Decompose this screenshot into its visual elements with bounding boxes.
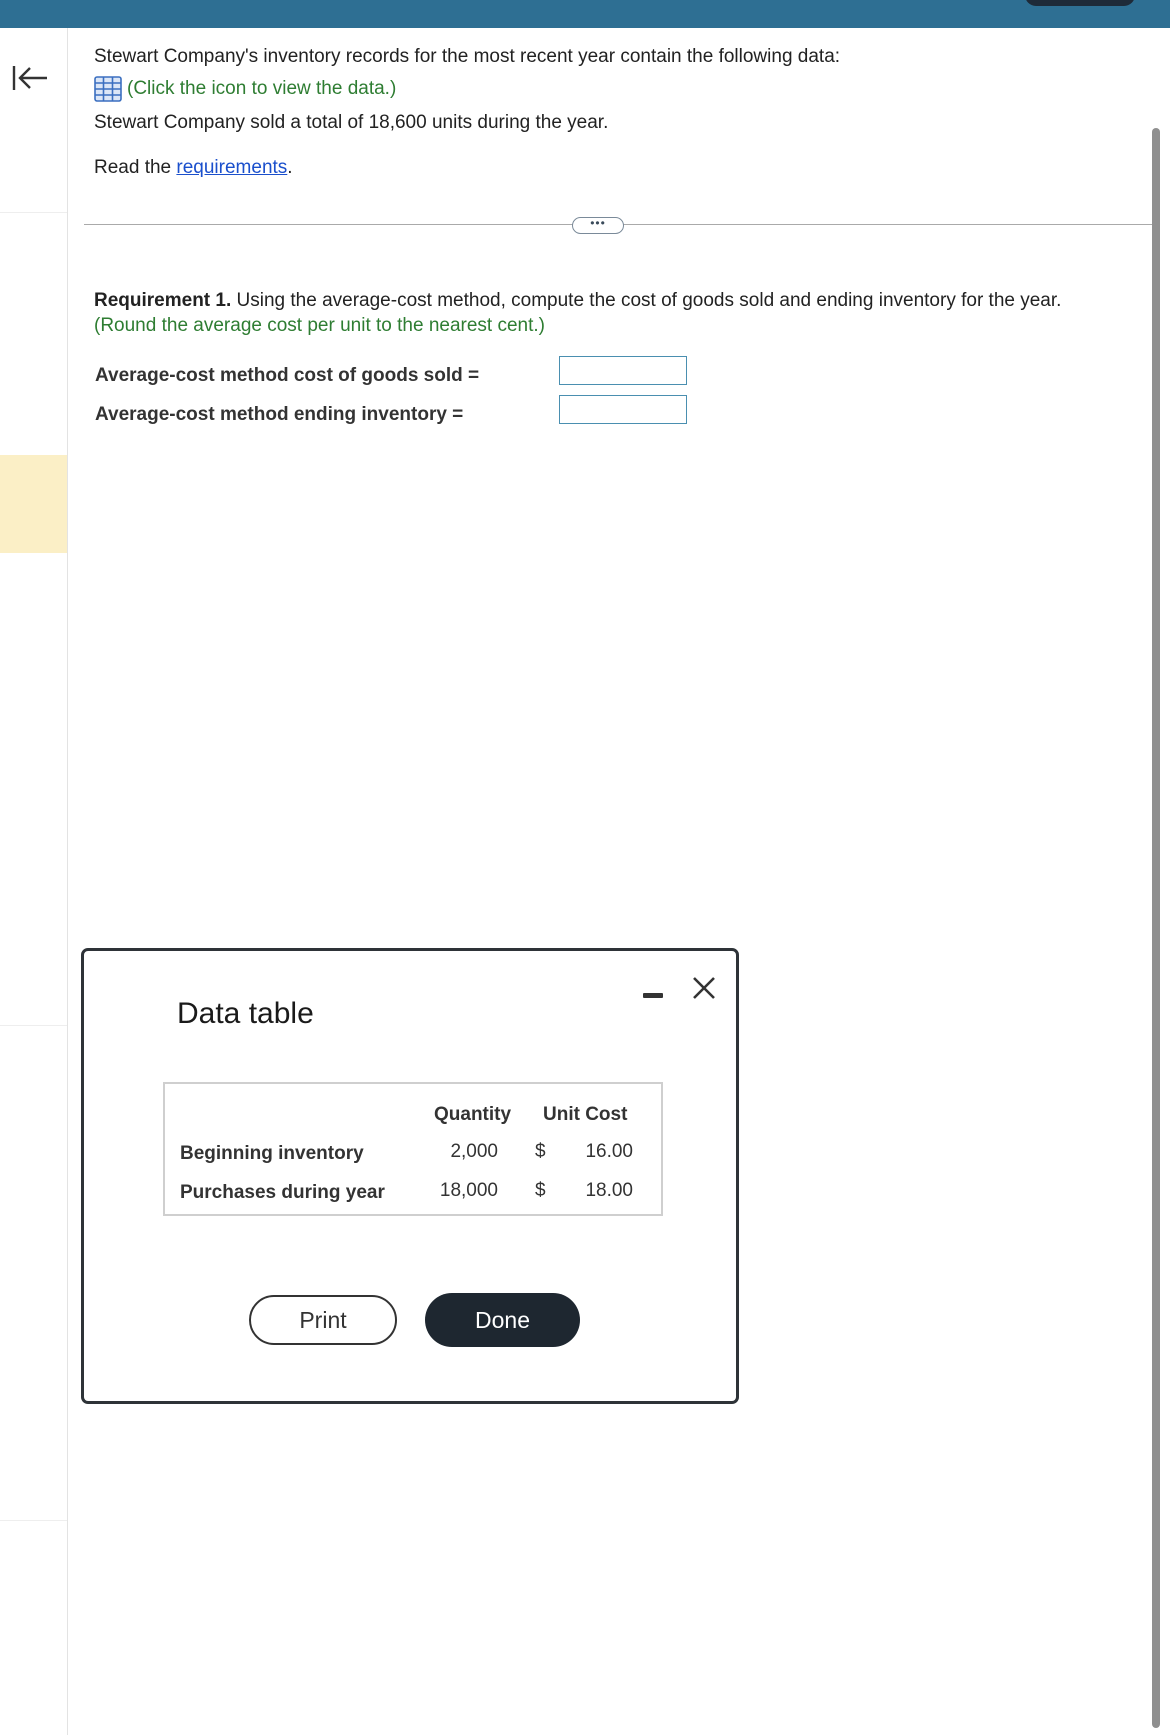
units-sold-text: Stewart Company sold a total of 18,600 units during the year. xyxy=(94,112,609,133)
requirement-text xyxy=(94,290,1061,312)
table-grid-icon[interactable] xyxy=(94,76,122,102)
intro-text: Stewart Company's inventory records for the most recent year contain the following data: xyxy=(94,46,841,67)
ending-inventory-label: Average-cost method ending inventory = xyxy=(95,404,464,425)
rail-highlight xyxy=(0,455,67,553)
read-prefix: Read the xyxy=(94,157,177,178)
data-table-dialog xyxy=(81,948,739,1404)
read-suffix: . xyxy=(287,157,293,178)
close-icon[interactable] xyxy=(689,973,719,1003)
header-unit-cost: Unit Cost xyxy=(543,1104,628,1125)
top-bar xyxy=(0,0,1170,28)
print-button[interactable]: Print xyxy=(249,1295,397,1345)
left-rail xyxy=(0,28,68,1735)
top-bar-pill[interactable] xyxy=(1025,0,1135,6)
row-unit-cost: 16.00 xyxy=(585,1141,633,1162)
read-requirements xyxy=(94,157,293,179)
view-data-text[interactable]: (Click the icon to view the data.) xyxy=(127,78,397,99)
row-label: Purchases during year xyxy=(180,1182,385,1203)
more-options-button[interactable]: ••• xyxy=(572,217,624,234)
inventory-data-table xyxy=(163,1082,663,1216)
scrollbar[interactable] xyxy=(1152,128,1160,1728)
minimize-icon[interactable] xyxy=(641,983,667,1005)
row-quantity: 2,000 xyxy=(450,1141,498,1162)
done-button[interactable]: Done xyxy=(425,1293,580,1347)
row-currency: $ xyxy=(535,1141,546,1162)
cogs-input[interactable] xyxy=(559,356,687,385)
row-label: Beginning inventory xyxy=(180,1143,364,1164)
row-unit-cost: 18.00 xyxy=(585,1180,633,1201)
view-data-link[interactable] xyxy=(94,76,396,102)
header-quantity: Quantity xyxy=(434,1104,512,1125)
requirement-body: Using the average-cost method, compute the cost of goods sold and ending inventory for the year. xyxy=(231,290,1062,311)
row-quantity: 18,000 xyxy=(439,1180,498,1201)
rail-divider xyxy=(0,1520,67,1521)
dialog-title: Data table xyxy=(177,997,314,1030)
rail-divider xyxy=(0,1025,67,1026)
requirements-link[interactable]: requirements xyxy=(176,157,288,178)
cogs-label: Average-cost method cost of goods sold = xyxy=(95,365,480,386)
collapse-left-icon[interactable] xyxy=(10,62,50,98)
requirement-number: Requirement 1. xyxy=(94,290,232,311)
row-currency: $ xyxy=(535,1180,546,1201)
rail-divider xyxy=(0,212,67,213)
ending-inventory-input[interactable] xyxy=(559,395,687,424)
rounding-note: (Round the average cost per unit to the nearest cent.) xyxy=(94,315,545,336)
